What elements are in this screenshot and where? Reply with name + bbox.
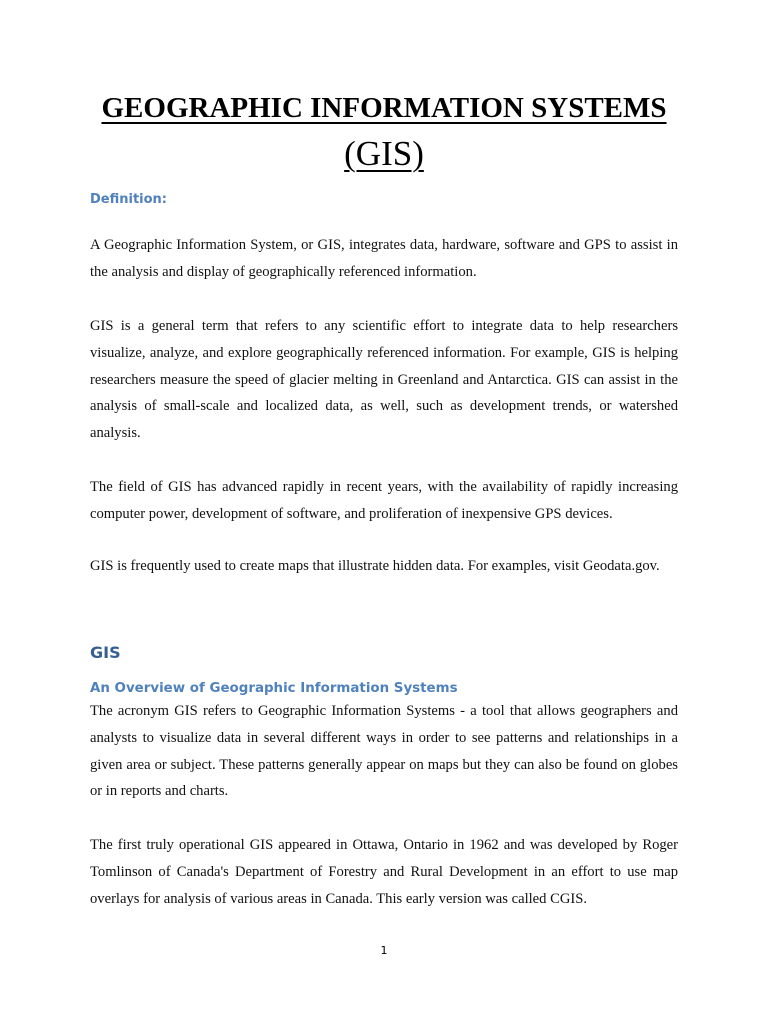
document-title-acronym: (GIS): [344, 134, 424, 173]
overview-paragraph-1: The acronym GIS refers to Geographic Information Systems - a tool that allows geographers and analysts to visualize data in several different ways in order to see patterns and relationships in a given area or subject. These patterns generally appear on maps but they can also be found on globes or in reports and charts.: [90, 703, 678, 800]
definition-paragraph-2: GIS is a general term that refers to any scientific effort to integrate data to help researchers visualize, analyze, and explore geographically referenced information. For example, GIS is helping researchers measure the speed of glacier melting in Greenland and Antarctica. GIS can assist in the analysis of small-scale and localized data, as well, such as development trends, or watershed analysis.: [90, 318, 678, 442]
definition-label: Definition:: [90, 192, 168, 207]
section-heading-gis: GIS: [90, 643, 121, 662]
definition-paragraph-1: A Geographic Information System, or GIS, integrates data, hardware, software and GPS to assist in the analysis and display of geographically referenced information.: [90, 237, 678, 280]
page-number: 1: [380, 944, 388, 957]
definition-paragraph-3: The field of GIS has advanced rapidly in recent years, with the availability of rapidly increasing computer power, development of software, and proliferation of inexpensive GPS devices.: [90, 479, 678, 522]
definition-paragraph-4: GIS is frequently used to create maps that illustrate hidden data. For examples, visit Geodata.gov.: [90, 558, 660, 574]
overview-paragraph-2: The first truly operational GIS appeared in Ottawa, Ontario in 1962 and was developed by Roger Tomlinson of Canada's Department of Forestry and Rural Development in an effort to use map overlays for analysis of various areas in Canada. This early version was called CGIS.: [90, 837, 678, 907]
subsection-heading-overview: An Overview of Geographic Information Systems: [90, 681, 458, 696]
document-title: GEOGRAPHIC INFORMATION SYSTEMS: [101, 92, 667, 124]
